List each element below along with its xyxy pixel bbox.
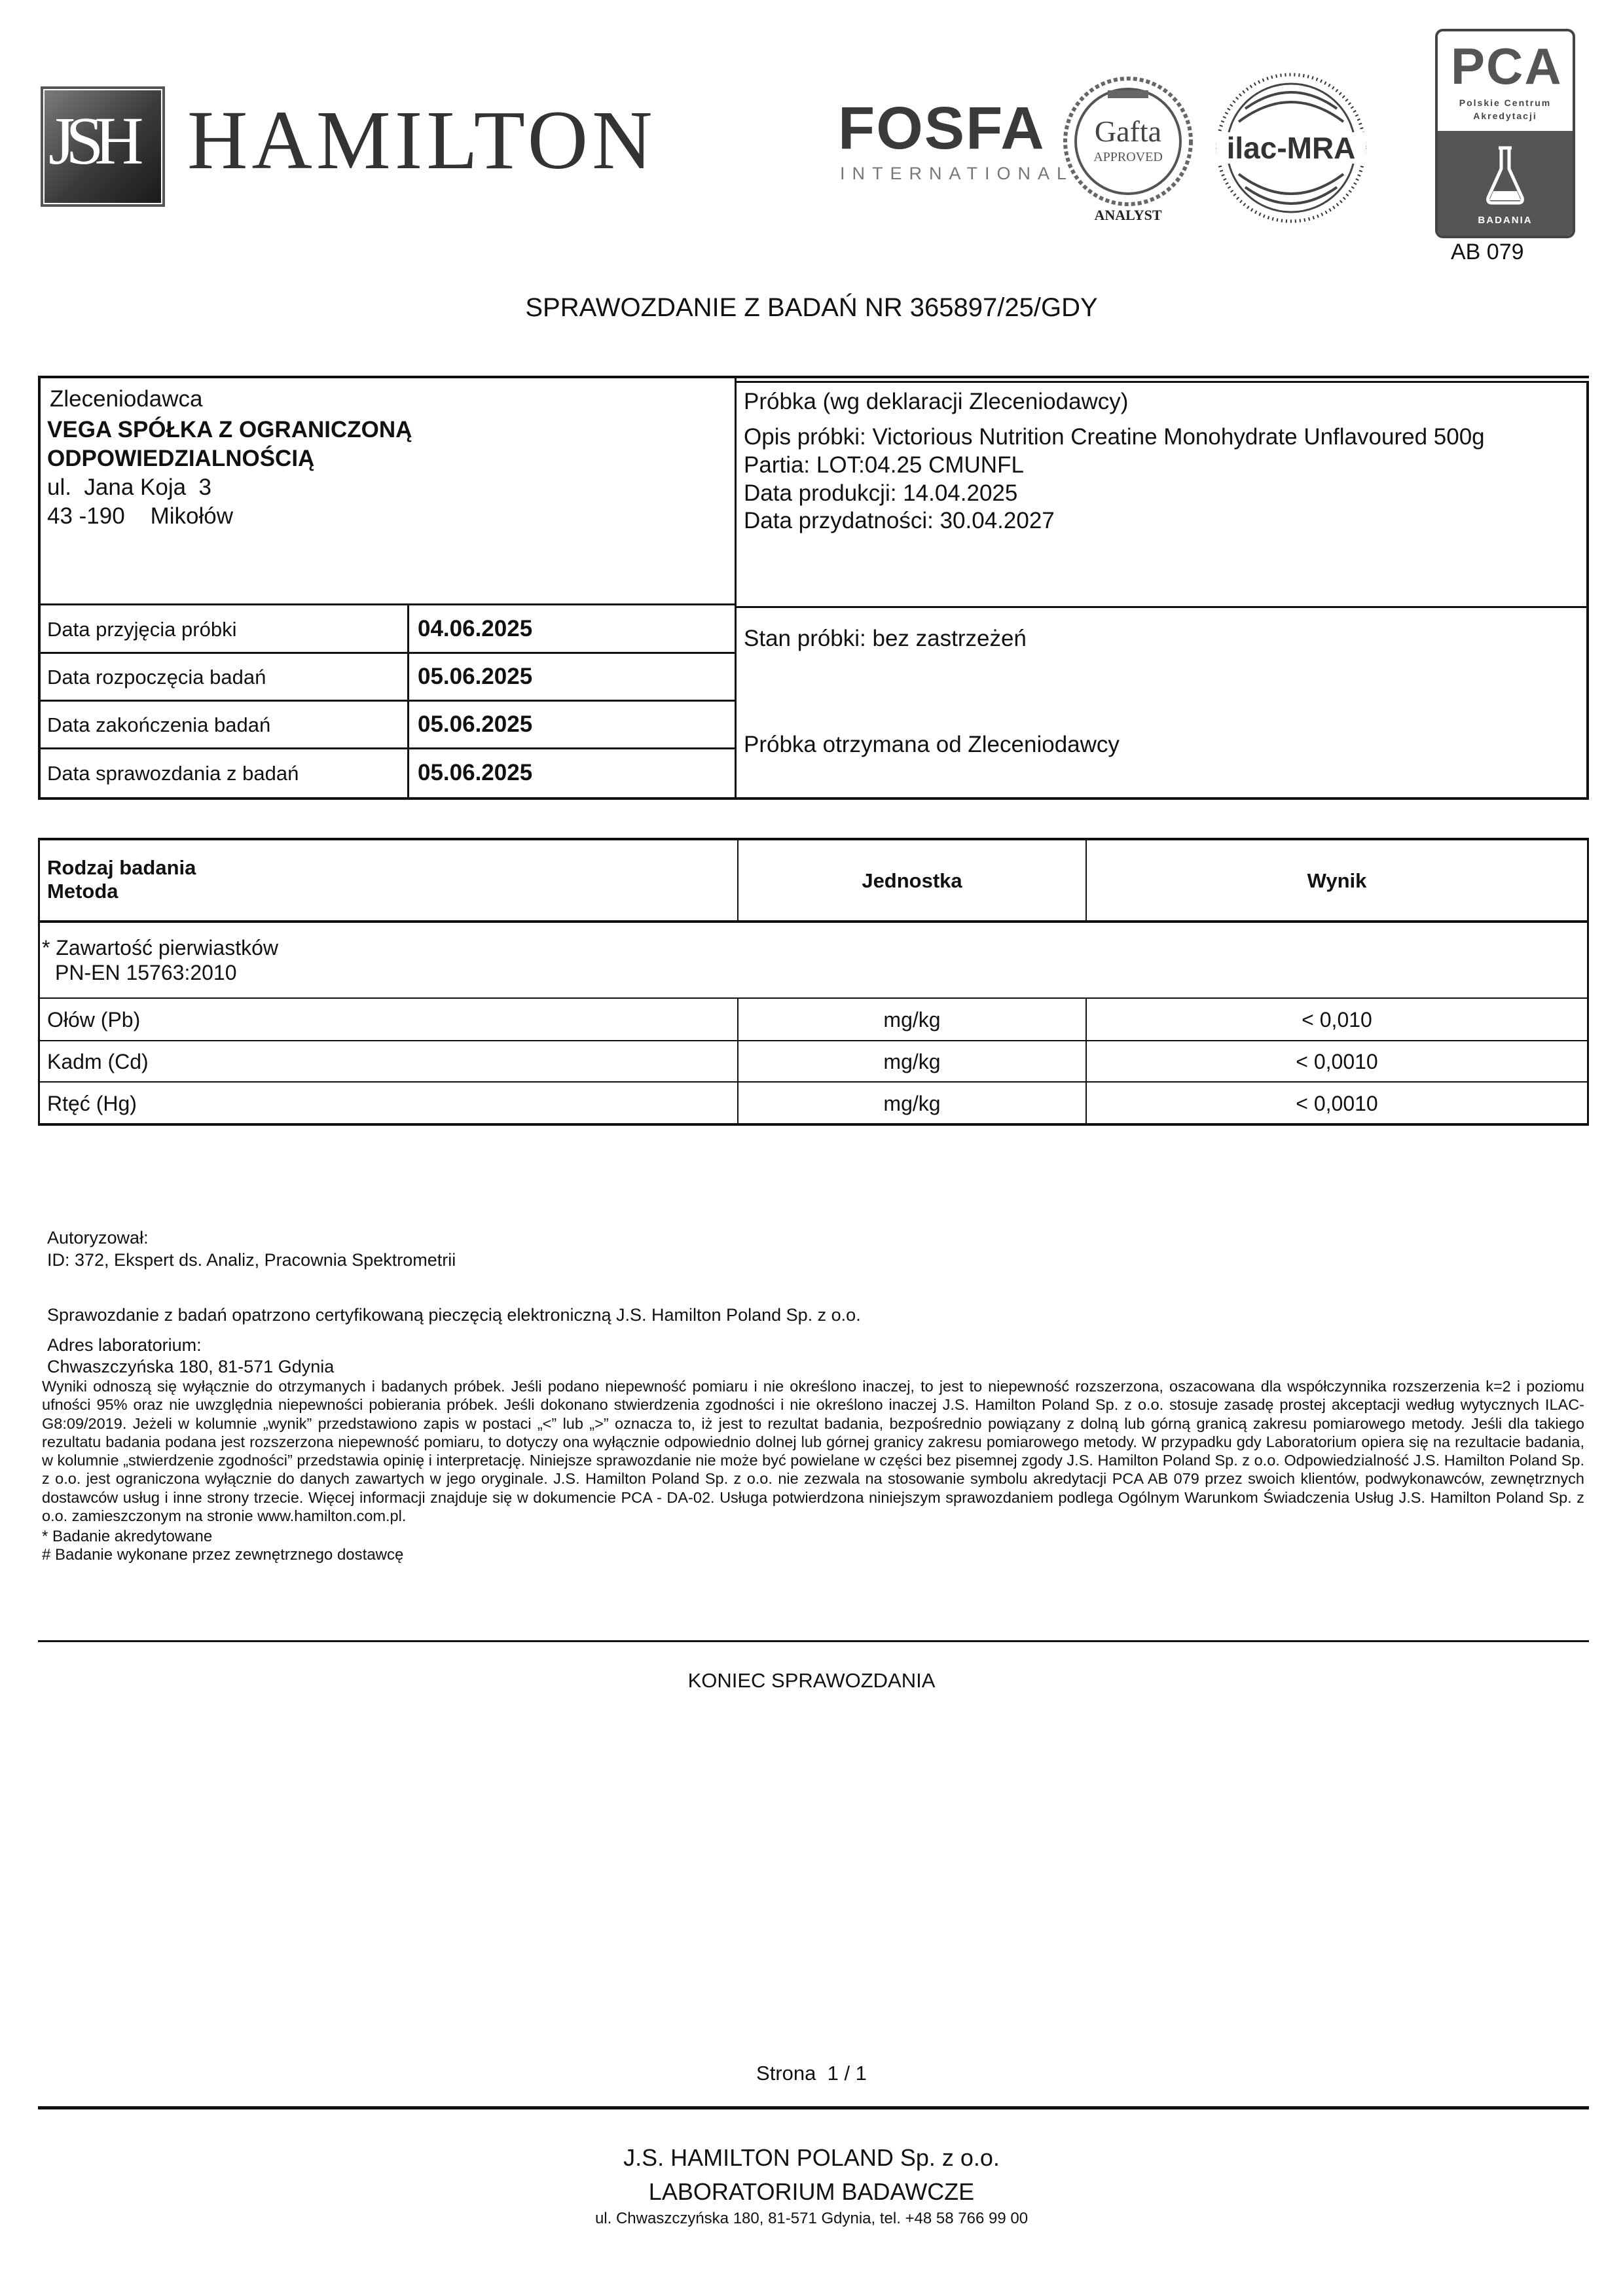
- disclaimer: Wyniki odnoszą się wyłącznie do otrzymanych i badanych próbek. Jeśli podano niepewność pomiaru i nie określono inaczej, to jest to niepewność rozszerzona, oszacowana dla współczynnika rozszerzenia k=2 i poziomu ufności 95% oraz nie uwzględnia niepewności pobierania próbek. Jeśli dokonano stwierdzenia zgodności i nie określono inaczej J.S. Hamilton Poland Sp. z o.o. stosuje zasadę prostej akceptacji według wytycznych ILAC-G8:09/2019. Jeżeli w kolumnie „wynik” przedstawiono zapis w postaci „<” lub „>” oznacza to, iż jest to rezultat badania, bezpośrednio powiązany z dolną lub górną granicą zakresu pomiarowego metody. Jeśli dla takiego rezultatu badania podana jest rozszerzona niepewność pomiaru, to dotyczy ona wyłącznie odpowiednio dolnej lub górnej granicy zakresu pomiarowego metody. W przypadku gdy Laboratorium opiera się na rezultacie badania, w kolumnie „stwierdzenie zgodności” przedstawia opinię i interpretację. Niniejsze sprawozdanie nie może być powielane w części bez pisemnej zgody J.S. Hamilton Poland Sp. z o.o. Odpowiedzialność J.S. Hamilton Poland Sp. z o.o. jest ograniczona wyłącznie do danych zawartych w jego oryginale. J.S. Hamilton Poland Sp. z o.o. nie zezwala na stosowanie symbolu akredytacji PCA AB 079 przez swoich klientów, podwykonawców, zewnętrznych dostawców usług i inne strony trzecie. Więcej informacji znajduje się w dokumencie PCA - DA-02. Usługa potwierdzona niniejszym sprawozdaniem podlega Ogólnym Warunkom Świadczenia Usług J.S. Hamilton Poland Sp. z o.o. zamieszczonym na stronie www.hamilton.com.pl.: [42, 1378, 1584, 1525]
- col-header-type: Rodzaj badania: [47, 856, 196, 879]
- client-street: ul. Jana Koja 3: [47, 475, 211, 500]
- report-title: SPRAWOZDANIE Z BADAŃ NR 365897/25/GDY: [525, 293, 1098, 322]
- lab-address-label: Adres laboratorium:: [47, 1335, 202, 1355]
- legend-external: # Badanie wykonane przez zewnętrznego dostawcę: [42, 1546, 404, 1564]
- sample-expiry-date: Data przydatności: 30.04.2027: [744, 508, 1055, 533]
- client-city: 43 -190 Mikołów: [47, 503, 234, 529]
- result-name-pb: Ołów (Pb): [47, 1008, 141, 1031]
- authorized-label: Autoryzował:: [47, 1228, 149, 1247]
- result-unit-pb: mg/kg: [883, 1008, 941, 1031]
- legend-accredited: * Badanie akredytowane: [42, 1528, 213, 1545]
- result-name-hg: Rtęć (Hg): [47, 1092, 137, 1115]
- col-header-unit: Jednostka: [862, 869, 962, 892]
- pca-subtitle: Polskie Centrum Akredytacji: [1459, 98, 1552, 121]
- group-method: PN-EN 15763:2010: [55, 961, 237, 984]
- result-unit-hg: mg/kg: [883, 1092, 941, 1115]
- end-of-report: KONIEC SPRAWOZDANIA: [687, 1669, 936, 1692]
- hamilton-logo-mark: [43, 89, 162, 204]
- gafta-title: Gafta: [1094, 115, 1162, 148]
- col-header-result: Wynik: [1307, 869, 1367, 892]
- sample-batch: Partia: LOT:04.25 CMUNFL: [744, 452, 1024, 478]
- fosfa-logo-subtitle: INTERNATIONAL: [840, 164, 1074, 183]
- pca-badge: [1435, 29, 1575, 238]
- ilac-text: ilac-MRA: [1226, 131, 1356, 165]
- fosfa-logo: FOSFA: [838, 95, 1046, 162]
- accreditation-number: AB 079: [1451, 240, 1524, 264]
- date-value-report: 05.06.2025: [418, 760, 533, 785]
- footer-company-name: J.S. HAMILTON POLAND Sp. z o.o.: [623, 2144, 1000, 2171]
- signature-note: Sprawozdanie z badań opatrzono certyfikowaną pieczęcią elektroniczną J.S. Hamilton Poland Sp. z o.o.: [47, 1305, 861, 1325]
- sample-condition: Stan próbki: bez zastrzeżeń: [744, 626, 1027, 651]
- flask-icon: [1479, 143, 1531, 208]
- date-label-end: Data zakończenia badań: [47, 713, 271, 736]
- col-header-method: Metoda: [47, 880, 119, 903]
- gafta-analyst: ANALYST: [1094, 207, 1162, 223]
- result-name-cd: Kadm (Cd): [47, 1050, 149, 1073]
- sample-production-date: Data produkcji: 14.04.2025: [744, 480, 1018, 506]
- gafta-approved: APPROVED: [1093, 150, 1163, 164]
- result-value-hg: < 0,0010: [1296, 1092, 1378, 1115]
- result-value-cd: < 0,0010: [1296, 1050, 1378, 1073]
- gafta-logo: [1055, 71, 1201, 228]
- pca-badania-label: BADANIA: [1478, 215, 1533, 226]
- sample-received-from: Próbka otrzymana od Zleceniodawcy: [744, 732, 1120, 757]
- date-label-received: Data przyjęcia próbki: [47, 618, 237, 641]
- group-name: * Zawartość pierwiastków: [42, 936, 278, 960]
- hamilton-logo-text: HAMILTON: [187, 94, 657, 187]
- result-unit-cd: mg/kg: [883, 1050, 941, 1073]
- ilac-mra-logo: [1213, 69, 1370, 226]
- page-number: Strona 1 / 1: [756, 2062, 867, 2085]
- authorized-by: ID: 372, Ekspert ds. Analiz, Pracownia Spektrometrii: [47, 1250, 456, 1270]
- date-value-start: 05.06.2025: [418, 664, 533, 689]
- footer-address: ul. Chwaszczyńska 180, 81-571 Gdynia, tel. +48 58 766 99 00: [594, 2210, 1029, 2227]
- logo-mark-text: JSH: [48, 103, 135, 179]
- lab-address: Chwaszczyńska 180, 81-571 Gdynia: [47, 1357, 335, 1376]
- sample-description: Opis próbki: Victorious Nutrition Creatine Monohydrate Unflavoured 500g: [744, 424, 1485, 450]
- date-label-start: Data rozpoczęcia badań: [47, 666, 266, 689]
- client-label: Zleceniodawca: [50, 386, 203, 412]
- sample-header: Próbka (wg deklaracji Zleceniodawcy): [744, 389, 1129, 414]
- pca-title: PCA: [1451, 37, 1563, 95]
- client-name-line2: ODPOWIEDZIALNOŚCIĄ: [47, 446, 315, 471]
- date-label-report: Data sprawozdania z badań: [47, 762, 299, 785]
- client-name-line1: VEGA SPÓŁKA Z OGRANICZONĄ: [47, 417, 412, 442]
- pca-badania-panel: [1438, 131, 1573, 236]
- date-value-end: 05.06.2025: [418, 711, 533, 737]
- result-value-pb: < 0,010: [1302, 1008, 1372, 1031]
- footer-lab-name: LABORATORIUM BADAWCZE: [648, 2178, 975, 2205]
- date-value-received: 04.06.2025: [418, 616, 533, 641]
